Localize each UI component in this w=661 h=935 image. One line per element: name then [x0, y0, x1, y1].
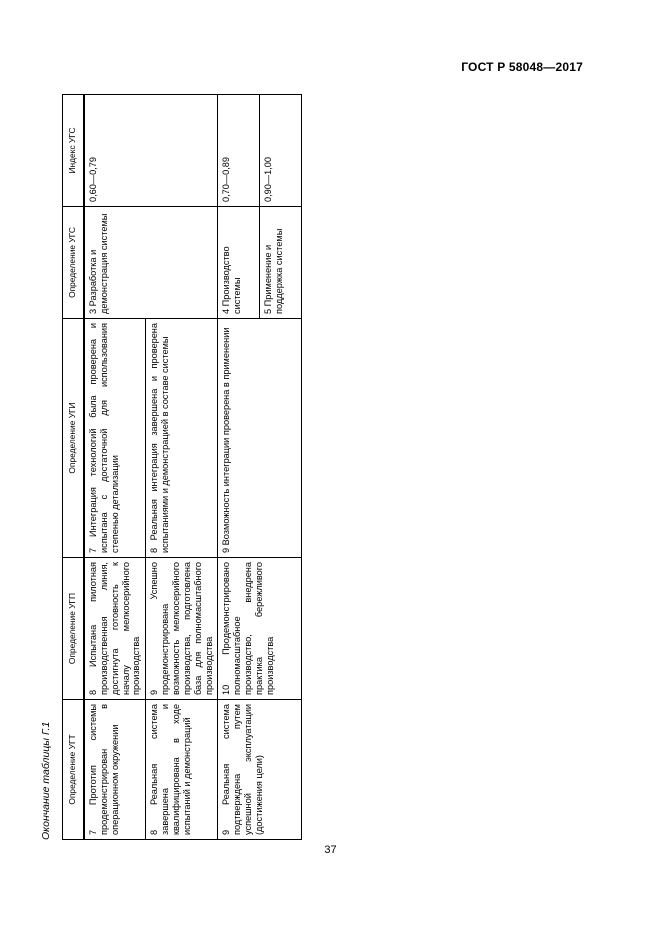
ugs-definition-table	[62, 94, 302, 840]
cell-ugt: 7 Прототип системы продемонстрирован в операционном окружении	[84, 700, 146, 840]
page-number: 37	[324, 844, 337, 856]
cell-ugs-index: 0,60—0,79	[84, 95, 218, 207]
cell-ugi: 8 Реальная интеграция завершена и проверена испытаниями и демонстрацией в составе системы	[146, 319, 218, 558]
header-ugs-index: Индекс УГС	[63, 95, 85, 207]
cell-ugs: 4 Производство системы	[218, 207, 260, 319]
cell-ugp: 10 Продемонстрировано полномасштабное производство, внедрена практика бережливого производства	[218, 558, 302, 700]
cell-ugs: 5 Применение и поддержка системы	[260, 207, 302, 319]
header-ugt: Определение УГТ	[63, 700, 85, 840]
table-row	[218, 95, 260, 840]
cell-ugi: 7 Интеграция технологий была проверена и испытана с достаточной для использования степенью детализации	[84, 319, 146, 558]
document-standard-header: ГОСТ Р 58048—2017	[461, 60, 583, 74]
header-ugi: Определение УГИ	[63, 319, 85, 558]
cell-ugs-index: 0,90—1,00	[260, 95, 302, 207]
cell-ugt: 9 Реальная система подтверждена путем успешной эксплуатации (достижения цели)	[218, 700, 302, 840]
cell-ugs: 3 Разработка и демонстрация системы	[84, 207, 218, 319]
table-row	[84, 95, 146, 840]
cell-ugp: 8 Испытана пилотная производственная линия, достигнута готовность к началу мелкосерийного производства	[84, 558, 146, 700]
cell-ugs-index: 0,70—0,89	[218, 95, 260, 207]
rotated-table-block	[40, 95, 290, 840]
table-caption: Окончание таблицы Г.1	[40, 721, 52, 840]
header-ugs: Определение УГС	[63, 207, 85, 319]
cell-ugp: 9 Успешно продемонстрирована возможность мелкосерийного производства, подготовлена база для полномасштабного производства	[146, 558, 218, 700]
table-header-row	[63, 95, 85, 840]
cell-ugi: 9 Возможность интеграции проверена в применении	[218, 319, 302, 558]
cell-ugt: 8 Реальная система завершена и квалифицирована в ходе испытаний и демонстраций	[146, 700, 218, 840]
header-ugp: Определение УГП	[63, 558, 85, 700]
